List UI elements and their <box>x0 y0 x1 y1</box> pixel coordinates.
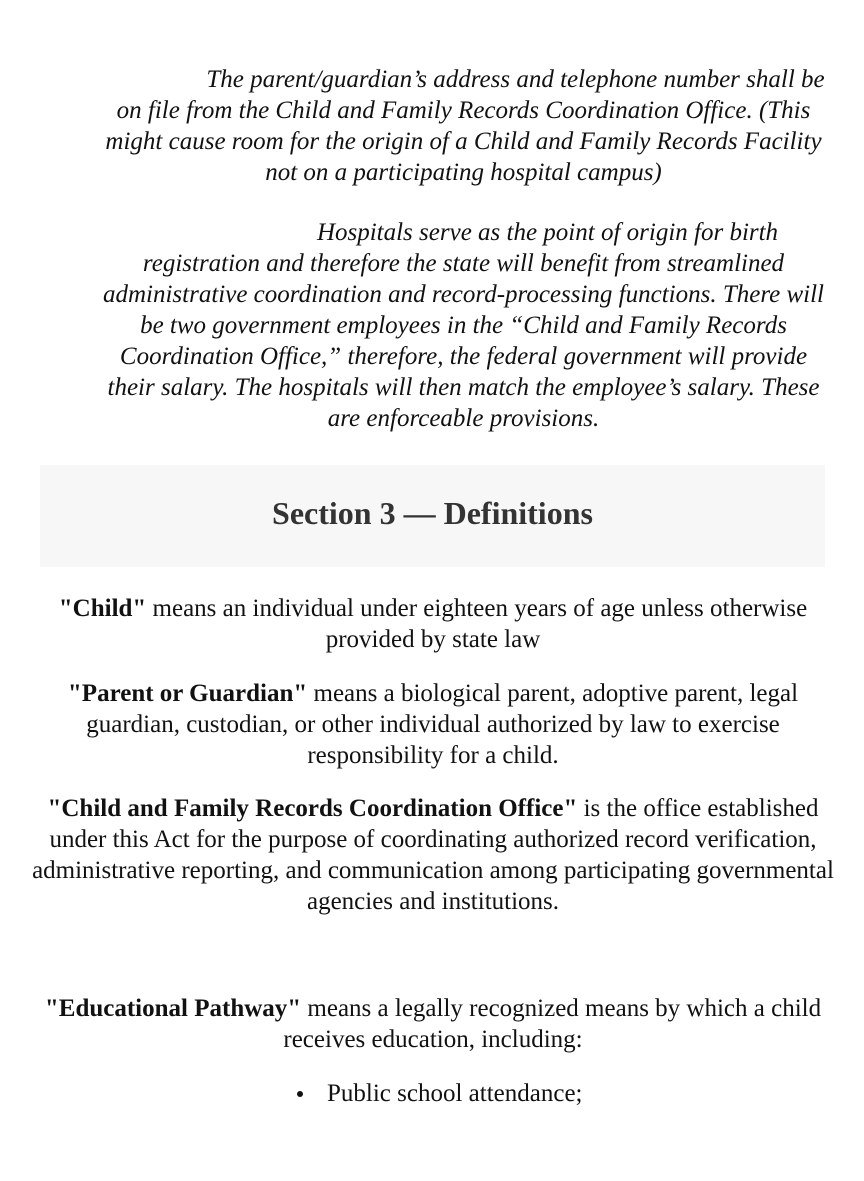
definition-text: means a legally recognized means by which a child receives education, including: <box>283 995 822 1053</box>
definition-text: means a biological parent, adoptive parent, legal guardian, custodian, or other individual authorized by law to exercise responsibility for a child. <box>86 680 799 769</box>
definition-term: "Educational Pathway" <box>44 995 302 1022</box>
intro-paragraph-hospitals <box>100 217 827 434</box>
intro-paragraph-text: Hospitals serve as the point of origin for birth registration and therefore the state will benefit from streamlined administrative coordination and record-processing functions. There will be two government employees in the “Child and Family Records Coordination Office,” therefore, the federal government will provide their salary. The hospitals will then match the employee’s salary. These are enforceable provisions. <box>102 219 824 432</box>
intro-paragraph-address <box>100 64 827 188</box>
definition-educational-pathway <box>30 993 836 1055</box>
intro-paragraph-text: The parent/guardian’s address and telephone number shall be on file from the Child and Family Records Coordination Office. (This might cause room for the origin of a Child and Family Records Facility not on a participating hospital campus) <box>105 66 825 186</box>
definition-text: is the office established under this Act for the purpose of coordinating authorized record verification, administrative reporting, and communication among participating governmental agencies and institutions. <box>32 795 834 915</box>
bullet-icon <box>297 1091 303 1097</box>
definition-records-office <box>30 793 836 917</box>
definition-term: "Child and Family Records Coordination Office" <box>47 795 578 822</box>
list-item <box>290 1078 582 1109</box>
list-item-text: Public school attendance; <box>327 1080 583 1107</box>
definition-term: "Child" <box>58 595 147 622</box>
section-title: Section 3 — Definitions <box>272 495 593 531</box>
definition-text: means an individual under eighteen years of age unless otherwise provided by state law <box>146 595 808 653</box>
section-header <box>40 465 825 567</box>
definition-parent-or-guardian <box>30 678 836 771</box>
definition-term: "Parent or Guardian" <box>67 680 308 707</box>
definition-child <box>30 593 836 655</box>
pathway-list <box>290 1078 582 1109</box>
